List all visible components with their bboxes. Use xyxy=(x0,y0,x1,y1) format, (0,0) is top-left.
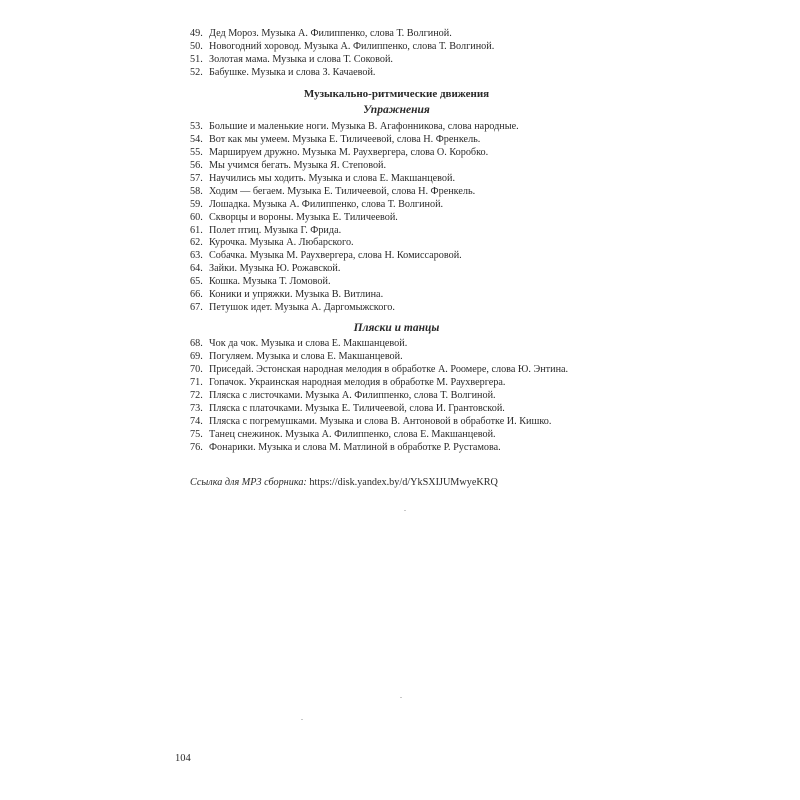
item-text: Скворцы и вороны. Музыка Е. Тиличеевой. xyxy=(209,211,398,223)
list-item xyxy=(190,54,494,67)
item-text: Пляска с листочками. Музыка А. Филиппенко, слова Т. Волгиной. xyxy=(209,389,496,401)
item-number: 59. xyxy=(190,198,203,210)
item-number: 61. xyxy=(190,224,203,236)
list-item xyxy=(190,212,519,225)
item-text: Большие и маленькие ноги. Музыка В. Агафонникова, слова народные. xyxy=(209,121,519,132)
mp3-link-line xyxy=(190,477,498,488)
scan-speck xyxy=(301,719,303,720)
item-number: 55. xyxy=(190,146,203,158)
list-item xyxy=(190,377,568,390)
item-text: Танец снежинок. Музыка А. Филиппенко, слова Е. Макшанцевой. xyxy=(209,428,496,440)
item-number: 66. xyxy=(190,289,203,301)
list-item xyxy=(190,302,519,315)
item-text: Петушок идет. Музыка А. Даргомыжского. xyxy=(209,302,395,314)
list-item xyxy=(190,134,519,147)
item-number: 76. xyxy=(190,441,203,453)
item-text: Лошадка. Музыка А. Филиппенко, слова Т. Волгиной. xyxy=(209,198,444,210)
item-text: Золотая мама. Музыка и слова Т. Соковой. xyxy=(209,53,393,65)
item-text: Новогодний хоровод. Музыка А. Филиппенко, слова Т. Волгиной. xyxy=(209,40,495,52)
list-item xyxy=(190,429,568,442)
list-item xyxy=(190,147,519,160)
item-text: Приседай. Эстонская народная мелодия в обработке А. Роомере, слова Ю. Энтина. xyxy=(209,363,569,375)
item-text: Чок да чок. Музыка и слова Е. Макшанцевой. xyxy=(209,338,408,349)
list-item xyxy=(190,263,519,276)
list-item xyxy=(190,160,519,173)
item-number: 53. xyxy=(190,121,203,132)
item-text: Фонарики. Музыка и слова М. Матлиной в обработке Р. Рустамова. xyxy=(209,441,501,453)
list-item xyxy=(190,225,519,238)
list-item xyxy=(190,442,568,455)
item-text: Пляска с погремушками. Музыка и слова В. Антоновой в обработке И. Кишко. xyxy=(209,415,552,427)
mp3-link-label: Ссылка для MP3 сборника: xyxy=(190,477,307,488)
item-number: 64. xyxy=(190,263,203,275)
item-number: 52. xyxy=(190,66,203,78)
item-text: Курочка. Музыка А. Любарского. xyxy=(209,237,354,249)
list-item xyxy=(190,351,568,364)
list-item xyxy=(190,250,519,263)
scan-speck xyxy=(404,510,406,511)
list-item xyxy=(190,403,568,416)
item-number: 72. xyxy=(190,389,203,401)
item-text: Гопачок. Украинская народная мелодия в обработке М. Раухвергера. xyxy=(209,376,506,388)
list-item xyxy=(190,364,568,377)
item-text: Коники и упряжки. Музыка В. Витлина. xyxy=(209,289,384,301)
item-text: Бабушке. Музыка и слова З. Качаевой. xyxy=(209,66,376,78)
item-text: Погуляем. Музыка и слова Е. Макшанцевой. xyxy=(209,350,403,362)
list-item xyxy=(190,121,519,134)
list-item xyxy=(190,416,568,429)
item-number: 74. xyxy=(190,415,203,427)
item-number: 54. xyxy=(190,133,203,145)
item-text: Вот как мы умеем. Музыка Е. Тиличеевой, слова Н. Френкель. xyxy=(209,133,481,145)
list-item xyxy=(190,237,519,250)
list-item xyxy=(190,199,519,212)
item-number: 65. xyxy=(190,276,203,288)
item-text: Кошка. Музыка Т. Ломовой. xyxy=(209,276,331,288)
list-item xyxy=(190,289,519,302)
song-list-top xyxy=(190,28,494,80)
item-text: Маршируем дружно. Музыка М. Раухвергера, слова О. Коробко. xyxy=(209,146,489,158)
scan-speck xyxy=(400,697,402,698)
list-item xyxy=(190,28,494,41)
page-number: 104 xyxy=(175,753,191,764)
dances-list xyxy=(190,338,568,454)
item-number: 60. xyxy=(190,211,203,223)
item-number: 71. xyxy=(190,376,203,388)
item-text: Пляска с платочками. Музыка Е. Тиличеевой, слова И. Грантовской. xyxy=(209,402,505,414)
item-number: 75. xyxy=(190,428,203,440)
item-number: 56. xyxy=(190,159,203,171)
item-text: Дед Мороз. Музыка А. Филиппенко, слова Т. Волгиной. xyxy=(209,28,452,39)
item-text: Научились мы ходить. Музыка и слова Е. Макшанцевой. xyxy=(209,172,455,184)
item-number: 51. xyxy=(190,53,203,65)
list-item xyxy=(190,186,519,199)
item-number: 58. xyxy=(190,185,203,197)
item-text: Полет птиц. Музыка Г. Фрида. xyxy=(209,224,342,236)
item-number: 69. xyxy=(190,350,203,362)
item-text: Собачка. Музыка М. Раухвергера, слова Н. Комиссаровой. xyxy=(209,250,462,262)
item-number: 70. xyxy=(190,363,203,375)
list-item xyxy=(190,338,568,351)
list-item xyxy=(190,173,519,186)
item-text: Мы учимся бегать. Музыка Я. Степовой. xyxy=(209,159,387,171)
section-title: Музыкально-ритмические движения xyxy=(303,88,490,100)
item-number: 63. xyxy=(190,250,203,262)
item-number: 49. xyxy=(190,28,203,39)
dances-title: Пляски и танцы xyxy=(353,322,440,334)
item-number: 73. xyxy=(190,402,203,414)
list-item xyxy=(190,67,494,80)
list-item xyxy=(190,390,568,403)
list-item xyxy=(190,41,494,54)
item-number: 57. xyxy=(190,172,203,184)
exercises-list xyxy=(190,121,519,315)
exercises-title: Упражнения xyxy=(363,104,430,116)
mp3-link-url[interactable]: https://disk.yandex.by/d/YkSXIJUMwyeKRQ xyxy=(309,477,498,488)
item-number: 68. xyxy=(190,338,203,349)
item-number: 67. xyxy=(190,302,203,314)
item-text: Ходим — бегаем. Музыка Е. Тиличеевой, слова Н. Френкель. xyxy=(209,185,476,197)
list-item xyxy=(190,276,519,289)
item-number: 62. xyxy=(190,237,203,249)
item-number: 50. xyxy=(190,40,203,52)
item-text: Зайки. Музыка Ю. Рожавской. xyxy=(209,263,341,275)
